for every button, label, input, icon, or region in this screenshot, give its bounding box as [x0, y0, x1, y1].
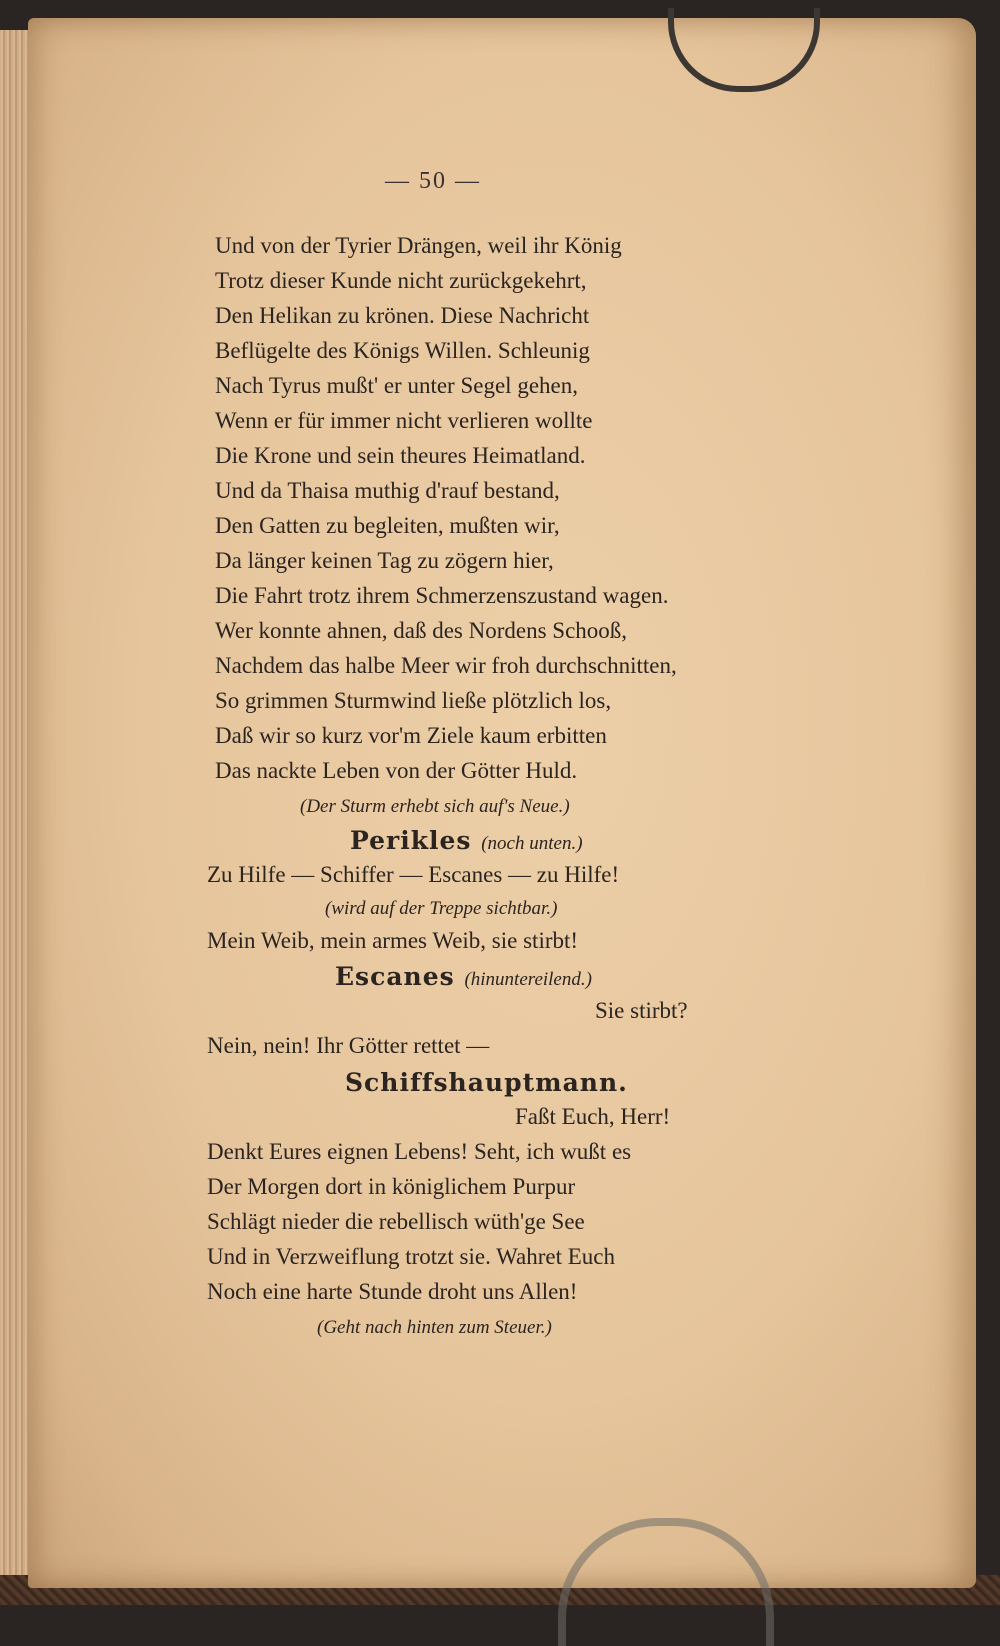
verse-line: Den Gatten zu begleiten, mußten wir, — [215, 513, 560, 538]
verse-line: So grimmen Sturmwind ließe plötzlich los, — [215, 688, 612, 713]
page-clip-top — [668, 8, 820, 92]
verse-line: Den Helikan zu krönen. Diese Nachricht — [215, 303, 590, 328]
speaker-name: Escanes — [335, 962, 455, 991]
stage-direction: (Der Sturm erhebt sich auf's Neue.) — [300, 796, 570, 817]
verse-line: Wer konnte ahnen, daß des Nordens Schooß, — [215, 618, 628, 643]
verse-line: Beflügelte des Königs Willen. Schleunig — [215, 338, 590, 363]
verse-line: Sie stirbt? — [595, 998, 688, 1023]
verse-line: Denkt Eures eignen Lebens! Seht, ich wußt es — [207, 1139, 632, 1164]
verse-line: Die Krone und sein theures Heimatland. — [215, 443, 586, 468]
speaker-heading — [345, 1068, 628, 1097]
verse-line: Mein Weib, mein armes Weib, sie stirbt! — [207, 928, 579, 953]
speaker-name: Schiffshauptmann. — [345, 1068, 628, 1097]
verse-line: Da länger keinen Tag zu zögern hier, — [215, 548, 554, 573]
verse-line: Faßt Euch, Herr! — [515, 1104, 671, 1129]
verse-line: Das nackte Leben von der Götter Huld. — [215, 758, 578, 783]
page-clip-bottom — [558, 1518, 774, 1646]
stage-direction: (Geht nach hinten zum Steuer.) — [317, 1317, 552, 1338]
speaker-note: (hinuntereilend.) — [464, 969, 592, 990]
verse-line: Nach Tyrus mußt' er unter Segel gehen, — [215, 373, 578, 398]
verse-line: Nachdem das halbe Meer wir froh durchschnitten, — [215, 653, 677, 678]
verse-line: Der Morgen dort in königlichem Purpur — [207, 1174, 576, 1199]
verse-line: Die Fahrt trotz ihrem Schmerzenszustand wagen. — [215, 583, 669, 608]
speaker-heading — [335, 962, 592, 991]
verse-line: Und da Thaisa muthig d'rauf bestand, — [215, 478, 560, 503]
speaker-heading — [350, 826, 583, 855]
verse-line: Daß wir so kurz vor'm Ziele kaum erbitten — [215, 723, 607, 748]
verse-line: Und von der Tyrier Drängen, weil ihr König — [215, 233, 622, 258]
speaker-name: Perikles — [350, 826, 472, 855]
verse-line: Und in Verzweiflung trotzt sie. Wahret Euch — [207, 1244, 615, 1269]
verse-line: Trotz dieser Kunde nicht zurückgekehrt, — [215, 268, 587, 293]
verse-line: Schlägt nieder die rebellisch wüth'ge See — [207, 1209, 585, 1234]
verse-line: Zu Hilfe — Schiffer — Escanes — zu Hilfe! — [207, 862, 620, 887]
verse-line: Noch eine harte Stunde droht uns Allen! — [207, 1279, 578, 1304]
page-number: — 50 — — [385, 168, 481, 194]
speaker-note: (noch unten.) — [481, 833, 583, 854]
verse-line: Nein, nein! Ihr Götter rettet — — [207, 1033, 490, 1058]
verse-line: Wenn er für immer nicht verlieren wollte — [215, 408, 593, 433]
stage-direction: (wird auf der Treppe sichtbar.) — [325, 898, 558, 919]
